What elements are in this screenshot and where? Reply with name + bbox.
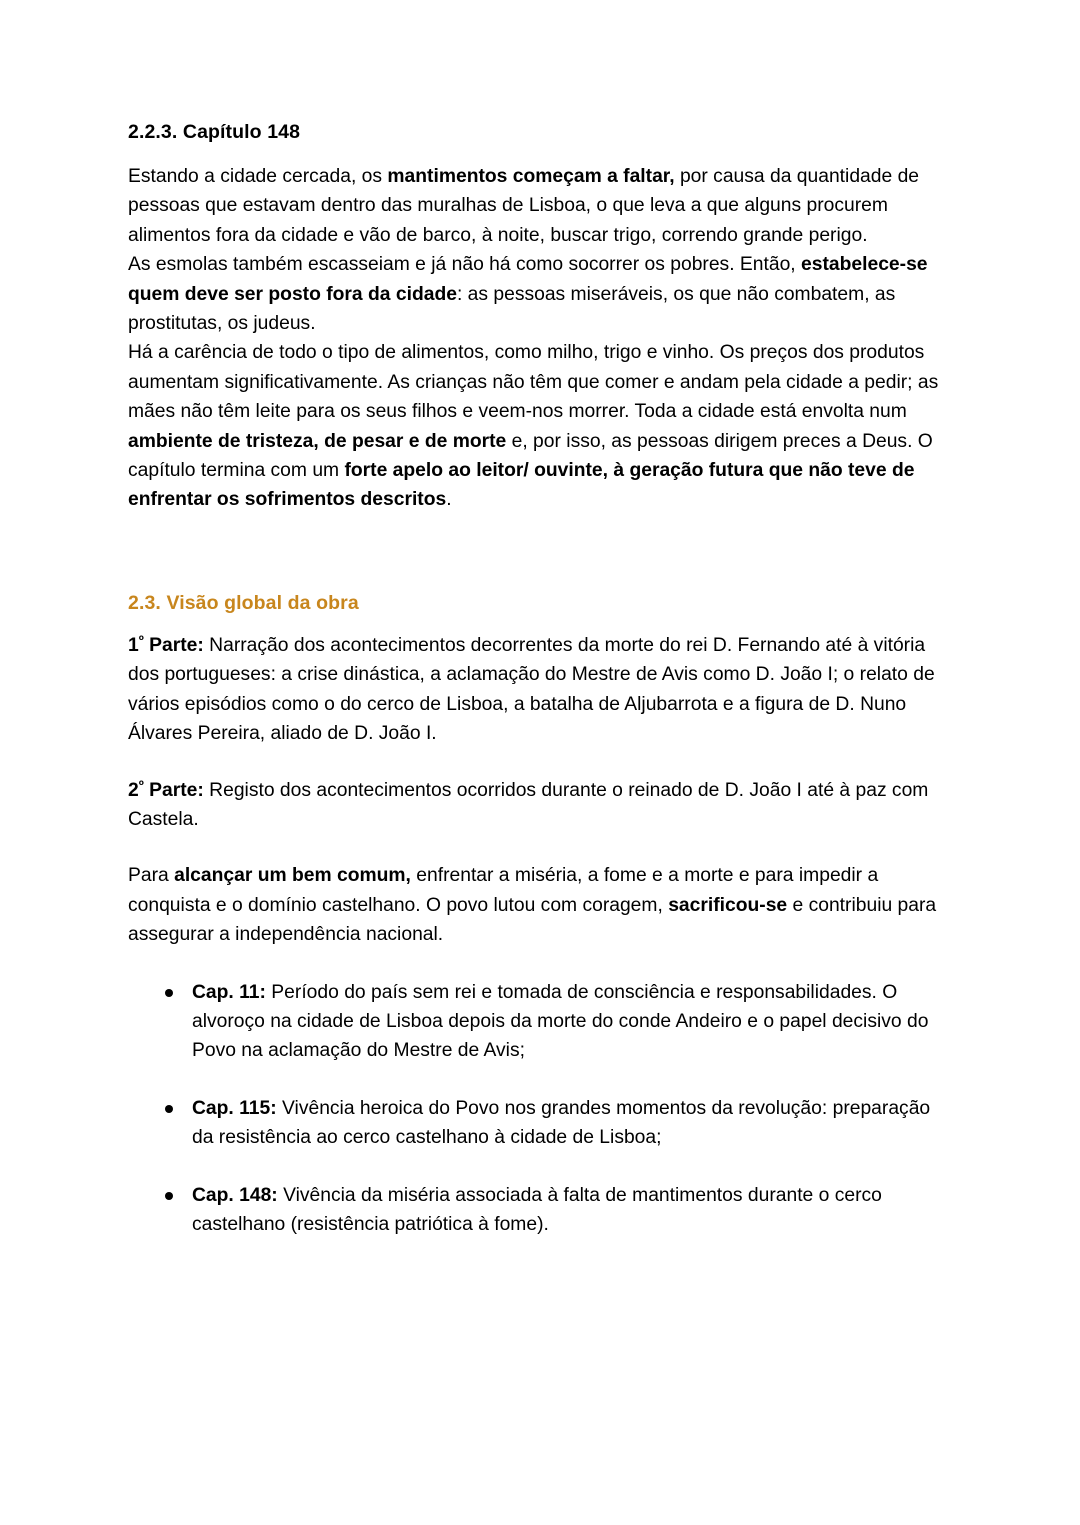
paragraph-carencia-text-3: .	[446, 489, 452, 511]
segunda-parte-text: Registo dos acontecimentos ocorridos durante o reinado de D. João I até à paz com Castela.	[128, 779, 929, 830]
primeira-parte-ordinal-mark: º	[138, 632, 144, 649]
paragraph-carencia-text-2: e, por isso, as pessoas dirigem preces a Deus. O capítulo termina com um	[128, 430, 933, 482]
paragraph-mantimentos-bold-1: mantimentos começam a faltar,	[387, 166, 675, 187]
paragraph-esmolas-text-2: : as pessoas miseráveis, os que não combatem, as prostitutas, os judeus.	[128, 283, 896, 335]
paragraph-esmolas	[128, 250, 952, 338]
paragraph-carencia-text-1: Há a carência de todo o tipo de alimentos, como milho, trigo e vinho. Os preços dos produtos aumentam significativamente. As crianças não têm que comer e andam pela cidade a pedir; as mães não têm leite para os seus filhos e veem-nos morrer. Toda a cidade está envolta num	[128, 342, 939, 423]
primeira-parte-label	[128, 632, 204, 656]
heading-capitulo-148: 2.2.3. Capítulo 148	[128, 121, 301, 143]
paragraph-mantimentos-text-2: por causa da quantidade de pessoas que estavam dentro das muralhas de Lisboa, o que leva a que alguns procurem alimentos fora da cidade e vão de barco, à noite, buscar trigo, correndo grande perigo.	[128, 166, 920, 246]
paragraph-primeira-parte	[128, 631, 952, 749]
segunda-parte-ordinal-mark: º	[138, 776, 144, 793]
list-item-text: Vivência heroica do Povo nos grandes momentos da revolução: preparação da resistência ao cerco castelhano à cidade de Lisboa;	[192, 1097, 931, 1149]
paragraph-esmolas-bold-1: estabelece-se quem deve ser posto fora da cidade	[128, 254, 928, 305]
bem-comum-bold-1: alcançar um bem comum,	[174, 865, 411, 887]
bullet-icon	[165, 1105, 173, 1113]
list-item-label: Cap. 115:	[192, 1097, 277, 1119]
list-item-text: Período do país sem rei e tomada de consciência e responsabilidades. O alvoroço na cidade de Lisboa depois da morte do conde Andeiro e o papel decisivo do Povo na aclamação do Mestre de Avis;	[192, 981, 929, 1062]
bullet-icon	[165, 989, 173, 997]
paragraph-esmolas-text-1: As esmolas também escasseiam e já não há como socorrer os pobres. Então,	[128, 254, 802, 276]
primeira-parte-text: Narração dos acontecimentos decorrentes da morte do rei D. Fernando até à vitória dos portugueses: a crise dinástica, a aclamação do Mestre de Avis como D. João I; o relato de vários episódios como o do cerco de Lisboa, a batalha de Aljubarrota e a figura de D. Nuno Álvares Pereira, aliado de D. João I.	[128, 634, 935, 745]
list-item-label: Cap. 11:	[192, 981, 266, 1003]
document-content	[128, 118, 952, 1239]
bem-comum-text-1: Para	[128, 865, 175, 887]
list-item	[128, 1094, 952, 1153]
segunda-parte-label	[128, 776, 204, 801]
bem-comum-text-2: enfrentar a miséria, a fome e a morte e para impedir a conquista e o domínio castelhano. O povo lutou com coragem,	[128, 865, 879, 916]
list-item-label: Cap. 148:	[192, 1184, 278, 1206]
paragraph-mantimentos-text-1: Estando a cidade cercada, os	[128, 166, 388, 187]
segunda-parte-ordinal-number: 2	[128, 779, 139, 801]
primeira-parte-ordinal-number: 1	[128, 634, 139, 656]
paragraph-segunda-parte	[128, 776, 952, 835]
paragraph-carencia-bold-2: forte apelo ao leitor/ ouvinte, à geração futura que não teve de enfrentar os sofrimentos descritos	[128, 460, 915, 511]
bem-comum-bold-2: sacrificou-se	[668, 894, 788, 916]
bullet-icon	[165, 1192, 173, 1200]
bem-comum-text-3: e contribuiu para assegurar a independência nacional.	[128, 894, 937, 946]
list-item-text: Vivência da miséria associada à falta de mantimentos durante o cerco castelhano (resistência patriótica à fome).	[192, 1184, 882, 1235]
list-item	[128, 1181, 952, 1240]
paragraph-carencia	[128, 338, 952, 514]
primeira-parte-label-text: Parte:	[143, 634, 204, 656]
segunda-parte-label-text: Parte:	[143, 779, 204, 801]
list-item	[128, 978, 952, 1066]
paragraph-carencia-bold-1: ambiente de tristeza, de pesar e de morte	[128, 430, 507, 452]
section-spacer	[128, 515, 952, 589]
chapter-summary-list	[128, 978, 952, 1240]
paragraph-bem-comum	[128, 861, 952, 949]
paragraph-mantimentos	[128, 162, 952, 250]
heading-visao-global: 2.3. Visão global da obra	[128, 591, 359, 614]
